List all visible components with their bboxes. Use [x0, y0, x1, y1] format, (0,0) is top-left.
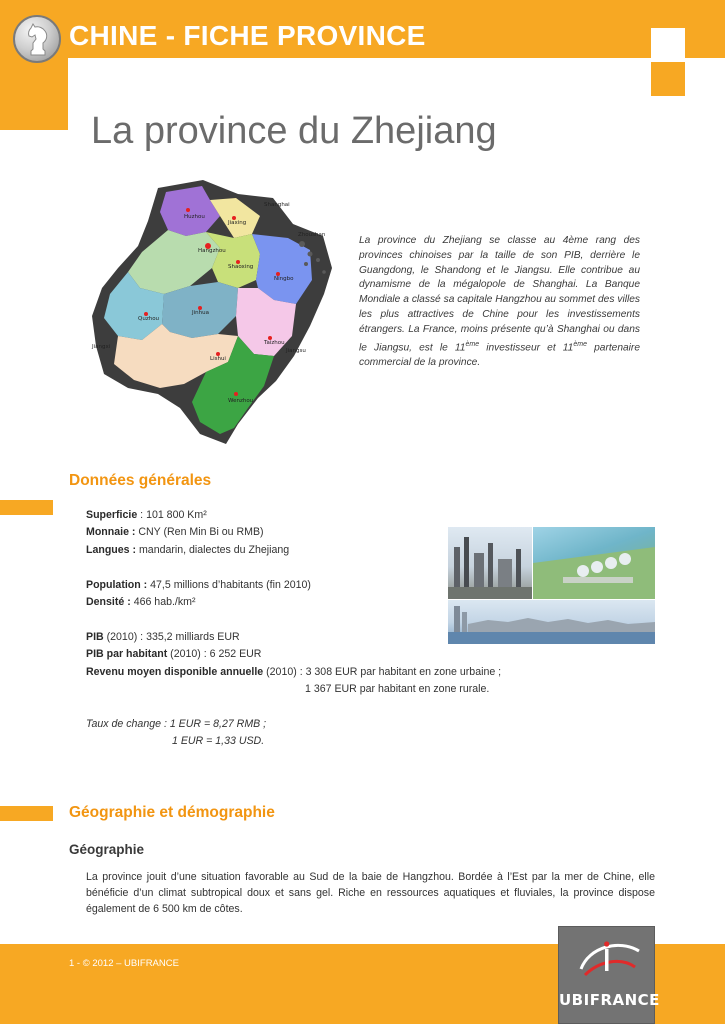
map-label-jiaxing: Jiaxing: [228, 220, 247, 226]
fact-revenu: Revenu moyen disponible annuelle (2010) : 3 308 EUR par habitant en zone urbaine ;: [86, 665, 502, 678]
header-title: CHINE - FICHE PROVINCE: [69, 20, 426, 51]
map-label-jiangxi: Jiangxi: [92, 344, 111, 350]
fact-pib-habitant: PIB par habitant (2010) : 6 252 EUR: [86, 648, 262, 661]
decor-square-orange: [651, 62, 685, 96]
map-label-lishui: Lishui: [210, 356, 226, 362]
section-bar-general: [0, 500, 53, 515]
geographie-paragraph: La province jouit d’une situation favorable au Sud de la baie de Hangzhou. Bordée à l’Est par la mer de Chine, elle bénéficie d’un climat subtropical doux et sans gel. Riche en ressources aquatiques et fluviales, la province dispose également de 6 500 km de côtes.: [86, 871, 655, 916]
intro-paragraph: La province du Zhejiang se classe au 4ème rang des provinces chinoises par la taille de son PIB, derrière le Guangdong, le Shandong et le Jiangsu. Elle contribue au dynamisme de la mégalopole de Shanghai. La Banque Mondiale a classé sa capitale Hangzhou au sommet des villes les plus attractives de Chine pour les investissements étrangers. La France, moins présente qu’à Shanghai ou dans le Jiangsu, est le 11ème investisseur et 11ème partenaire commercial de la province.: [359, 235, 640, 368]
fact-population: Population : 47,5 millions d’habitants (fin 2010): [86, 578, 311, 591]
province-map: [88, 176, 343, 448]
fact-revenu-rural: 1 367 EUR par habitant en zone rurale.: [305, 682, 490, 695]
fact-pib: PIB (2010) : 335,2 milliards EUR: [86, 630, 240, 643]
photo-nuclear-plant: [533, 527, 655, 599]
fact-densite: Densité : 466 hab./km²: [86, 595, 196, 608]
fact-langues: Langues : mandarin, dialectes du Zhejiang: [86, 543, 290, 556]
fact-taux-1: Taux de change : 1 EUR = 8,27 RMB ;: [86, 717, 267, 730]
footer-text: 1 - © 2012 – UBIFRANCE: [69, 958, 179, 969]
map-label-shanghai: Shanghai: [264, 202, 290, 208]
header-band-left: [0, 58, 68, 130]
fact-taux-2: 1 EUR = 1,33 USD.: [172, 735, 265, 748]
chess-knight-logo-icon: [13, 15, 61, 63]
ubifrance-swoosh-icon: [559, 927, 656, 987]
section-bar-geo: [0, 806, 53, 821]
map-label-ningbo: Ningbo: [274, 276, 294, 282]
decor-square-white: [651, 28, 685, 58]
ubifrance-logo: UBIFRANCE: [558, 926, 655, 1024]
map-label-wenzhou: Wenzhou: [228, 398, 254, 404]
map-label-zhoushan: Zhoushan: [298, 232, 326, 238]
fact-monnaie: Monnaie : CNY (Ren Min Bi ou RMB): [86, 526, 264, 539]
photo-industrial-plant: [448, 527, 532, 599]
map-label-jinhua: Jinhua: [192, 310, 209, 316]
general-facts: [86, 507, 501, 750]
photo-city-skyline: [448, 600, 655, 644]
section-heading-general: Données générales: [69, 472, 212, 489]
map-label-taizhou: Taizhou: [264, 340, 285, 346]
map-label-shaoxing: Shaoxing: [228, 264, 254, 270]
map-label-hangzhou: Hangzhou: [198, 248, 226, 254]
section-heading-geo: Géographie et démographie: [69, 804, 275, 821]
map-label-quzhou: Quzhou: [138, 316, 160, 322]
map-label-huzhou: Huzhou: [184, 214, 205, 220]
sub-heading-geographie: Géographie: [69, 842, 145, 857]
fact-superficie: Superficie : 101 800 Km²: [86, 509, 207, 521]
page-title: La province du Zhejiang: [91, 110, 497, 152]
map-label-jiangsu: Jiangsu: [286, 348, 306, 354]
